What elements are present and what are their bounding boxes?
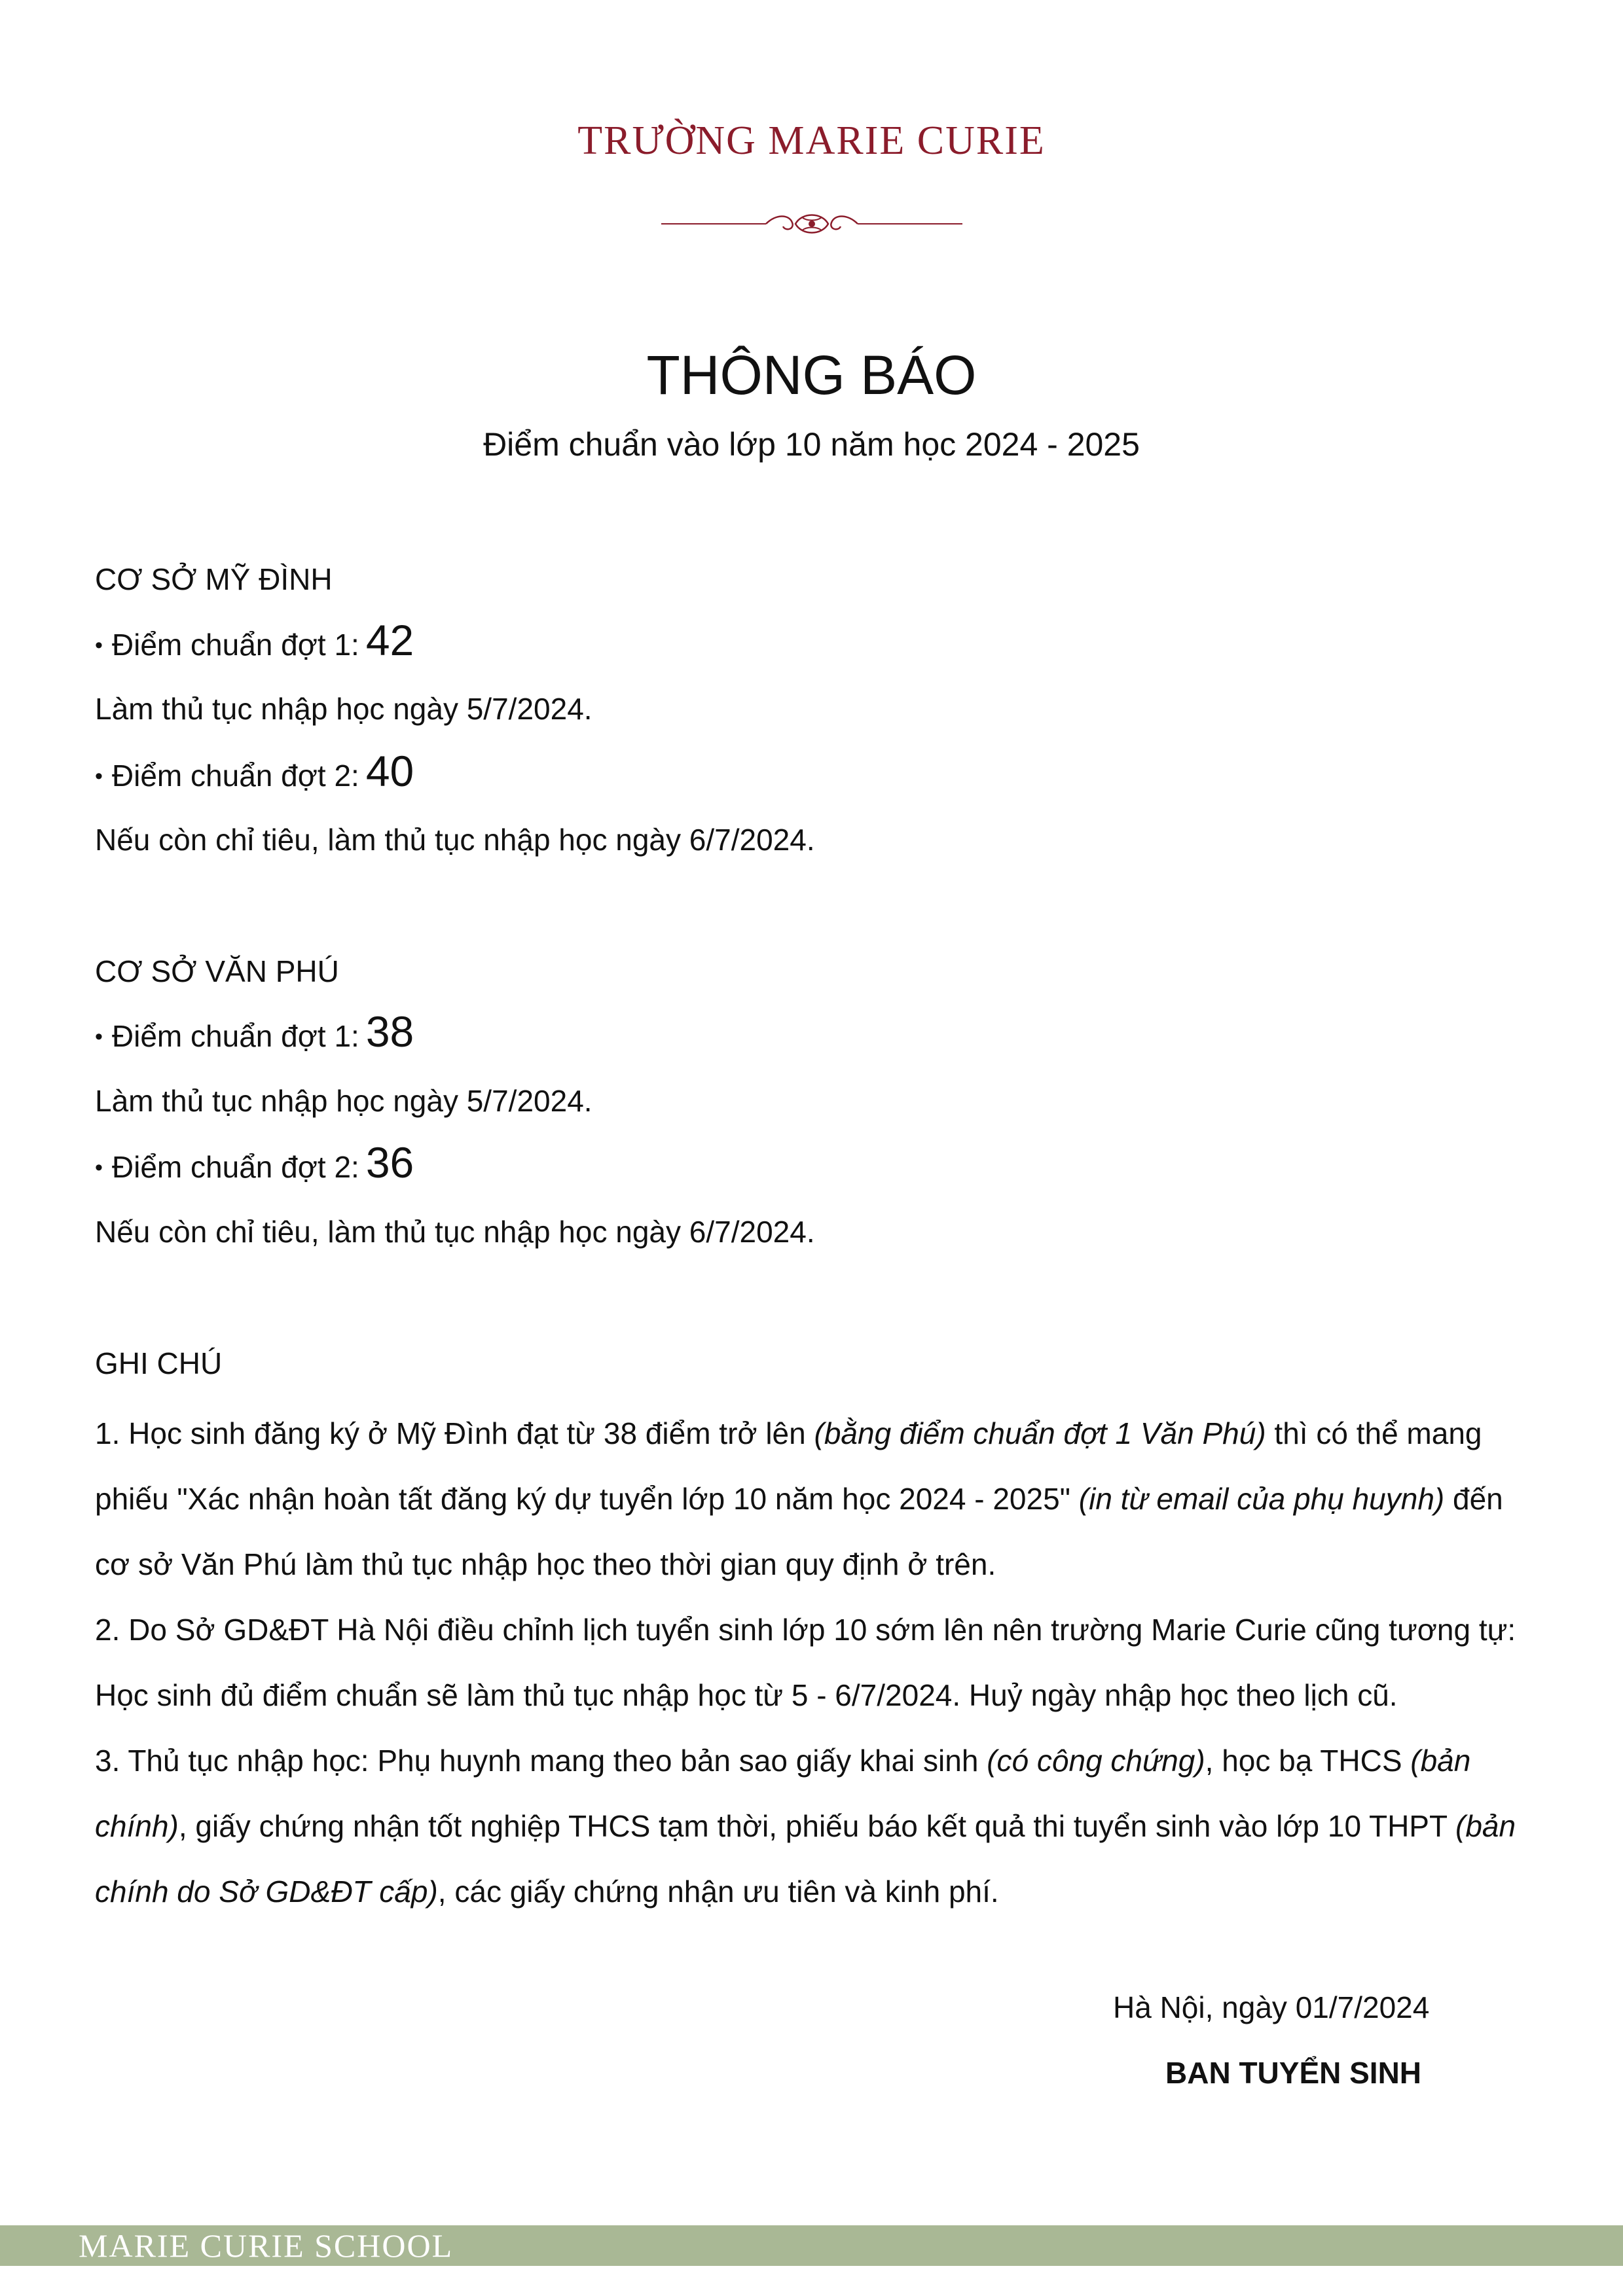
bullet-icon: • [95, 633, 103, 658]
notes-block [95, 1401, 1542, 1924]
notes-title: GHI CHÚ [95, 1346, 223, 1380]
bullet-icon: • [95, 764, 103, 789]
note-italic: (bằng điểm chuẩn đợt 1 Văn Phú) [814, 1416, 1266, 1450]
note-3 [95, 1728, 1542, 1924]
campus-my-dinh-round1 [95, 615, 414, 665]
signature-signer: BAN TUYỂN SINH [1165, 2056, 1422, 2090]
bullet-icon: • [95, 1024, 103, 1049]
note-text: thì có thể mang phiếu "Xác nhận hoàn tất đăng ký dự tuyển lớp 10 năm học 2024 - 2025" [95, 1416, 1482, 1516]
note-text: 1. Học sinh đăng ký ở Mỹ Đình đạt từ 38 điểm trở lên [95, 1416, 814, 1450]
note-text: 3. Thủ tục nhập học: Phụ huynh mang theo bản sao giấy khai sinh [95, 1744, 987, 1778]
note-text: đến cơ sở Văn Phú làm thủ tục nhập học theo thời gian quy định ở trên. [95, 1482, 1503, 1581]
campus-title-van-phu: CƠ SỞ VĂN PHÚ [95, 954, 339, 988]
note-2: 2. Do Sở GD&ĐT Hà Nội điều chỉnh lịch tuyển sinh lớp 10 sớm lên nên trường Marie Curie cũng tương tự: Học sinh đủ điểm chuẩn sẽ làm thủ tục nhập học từ 5 - 6/7/2024. Huỷ ngày nhập học theo lịch cũ. [95, 1613, 1516, 1712]
score-value: 42 [365, 616, 414, 664]
round-label: Điểm chuẩn đợt 1: [111, 1019, 359, 1053]
signature-date: Hà Nội, ngày 01/7/2024 [1113, 1990, 1430, 2024]
ornament-divider-icon [655, 204, 969, 243]
score-value: 36 [365, 1138, 414, 1187]
notice-title: THÔNG BÁO [646, 344, 977, 406]
campus-van-phu-round2-note: Nếu còn chỉ tiêu, làm thủ tục nhập học ngày 6/7/2024. [95, 1215, 815, 1249]
round-label: Điểm chuẩn đợt 1: [111, 628, 359, 662]
notice-subtitle: Điểm chuẩn vào lớp 10 năm học 2024 - 2025 [483, 426, 1140, 463]
school-name: TRƯỜNG MARIE CURIE [577, 118, 1046, 163]
campus-van-phu-round1 [95, 1007, 414, 1056]
note-1 [95, 1401, 1542, 1597]
note-italic: (bản chính) [95, 1744, 1471, 1843]
note-italic: (bản chính do Sở GD&ĐT cấp) [95, 1809, 1516, 1909]
note-italic: (in từ email của phụ huynh) [1078, 1482, 1445, 1516]
campus-title-my-dinh: CƠ SỞ MỸ ĐÌNH [95, 562, 333, 596]
note-text: , học bạ THCS [1205, 1744, 1411, 1778]
round-label: Điểm chuẩn đợt 2: [111, 759, 359, 793]
note-italic: (có công chứng) [987, 1744, 1205, 1778]
note-text: , các giấy chứng nhận ưu tiên và kinh phí. [437, 1874, 999, 1909]
campus-my-dinh-round2 [95, 746, 414, 796]
bullet-icon: • [95, 1155, 103, 1180]
campus-my-dinh-round2-note: Nếu còn chỉ tiêu, làm thủ tục nhập học ngày 6/7/2024. [95, 823, 815, 857]
score-value: 38 [365, 1007, 414, 1056]
campus-my-dinh-round1-note: Làm thủ tục nhập học ngày 5/7/2024. [95, 692, 593, 726]
round-label: Điểm chuẩn đợt 2: [111, 1150, 359, 1184]
campus-van-phu-round2 [95, 1138, 414, 1187]
footer-school-name: MARIE CURIE SCHOOL [79, 2227, 454, 2264]
campus-van-phu-round1-note: Làm thủ tục nhập học ngày 5/7/2024. [95, 1084, 593, 1118]
note-text: , giấy chứng nhận tốt nghiệp THCS tạm thời, phiếu báo kết quả thi tuyển sinh vào lớp 10 THPT [178, 1809, 1456, 1843]
score-value: 40 [365, 747, 414, 795]
